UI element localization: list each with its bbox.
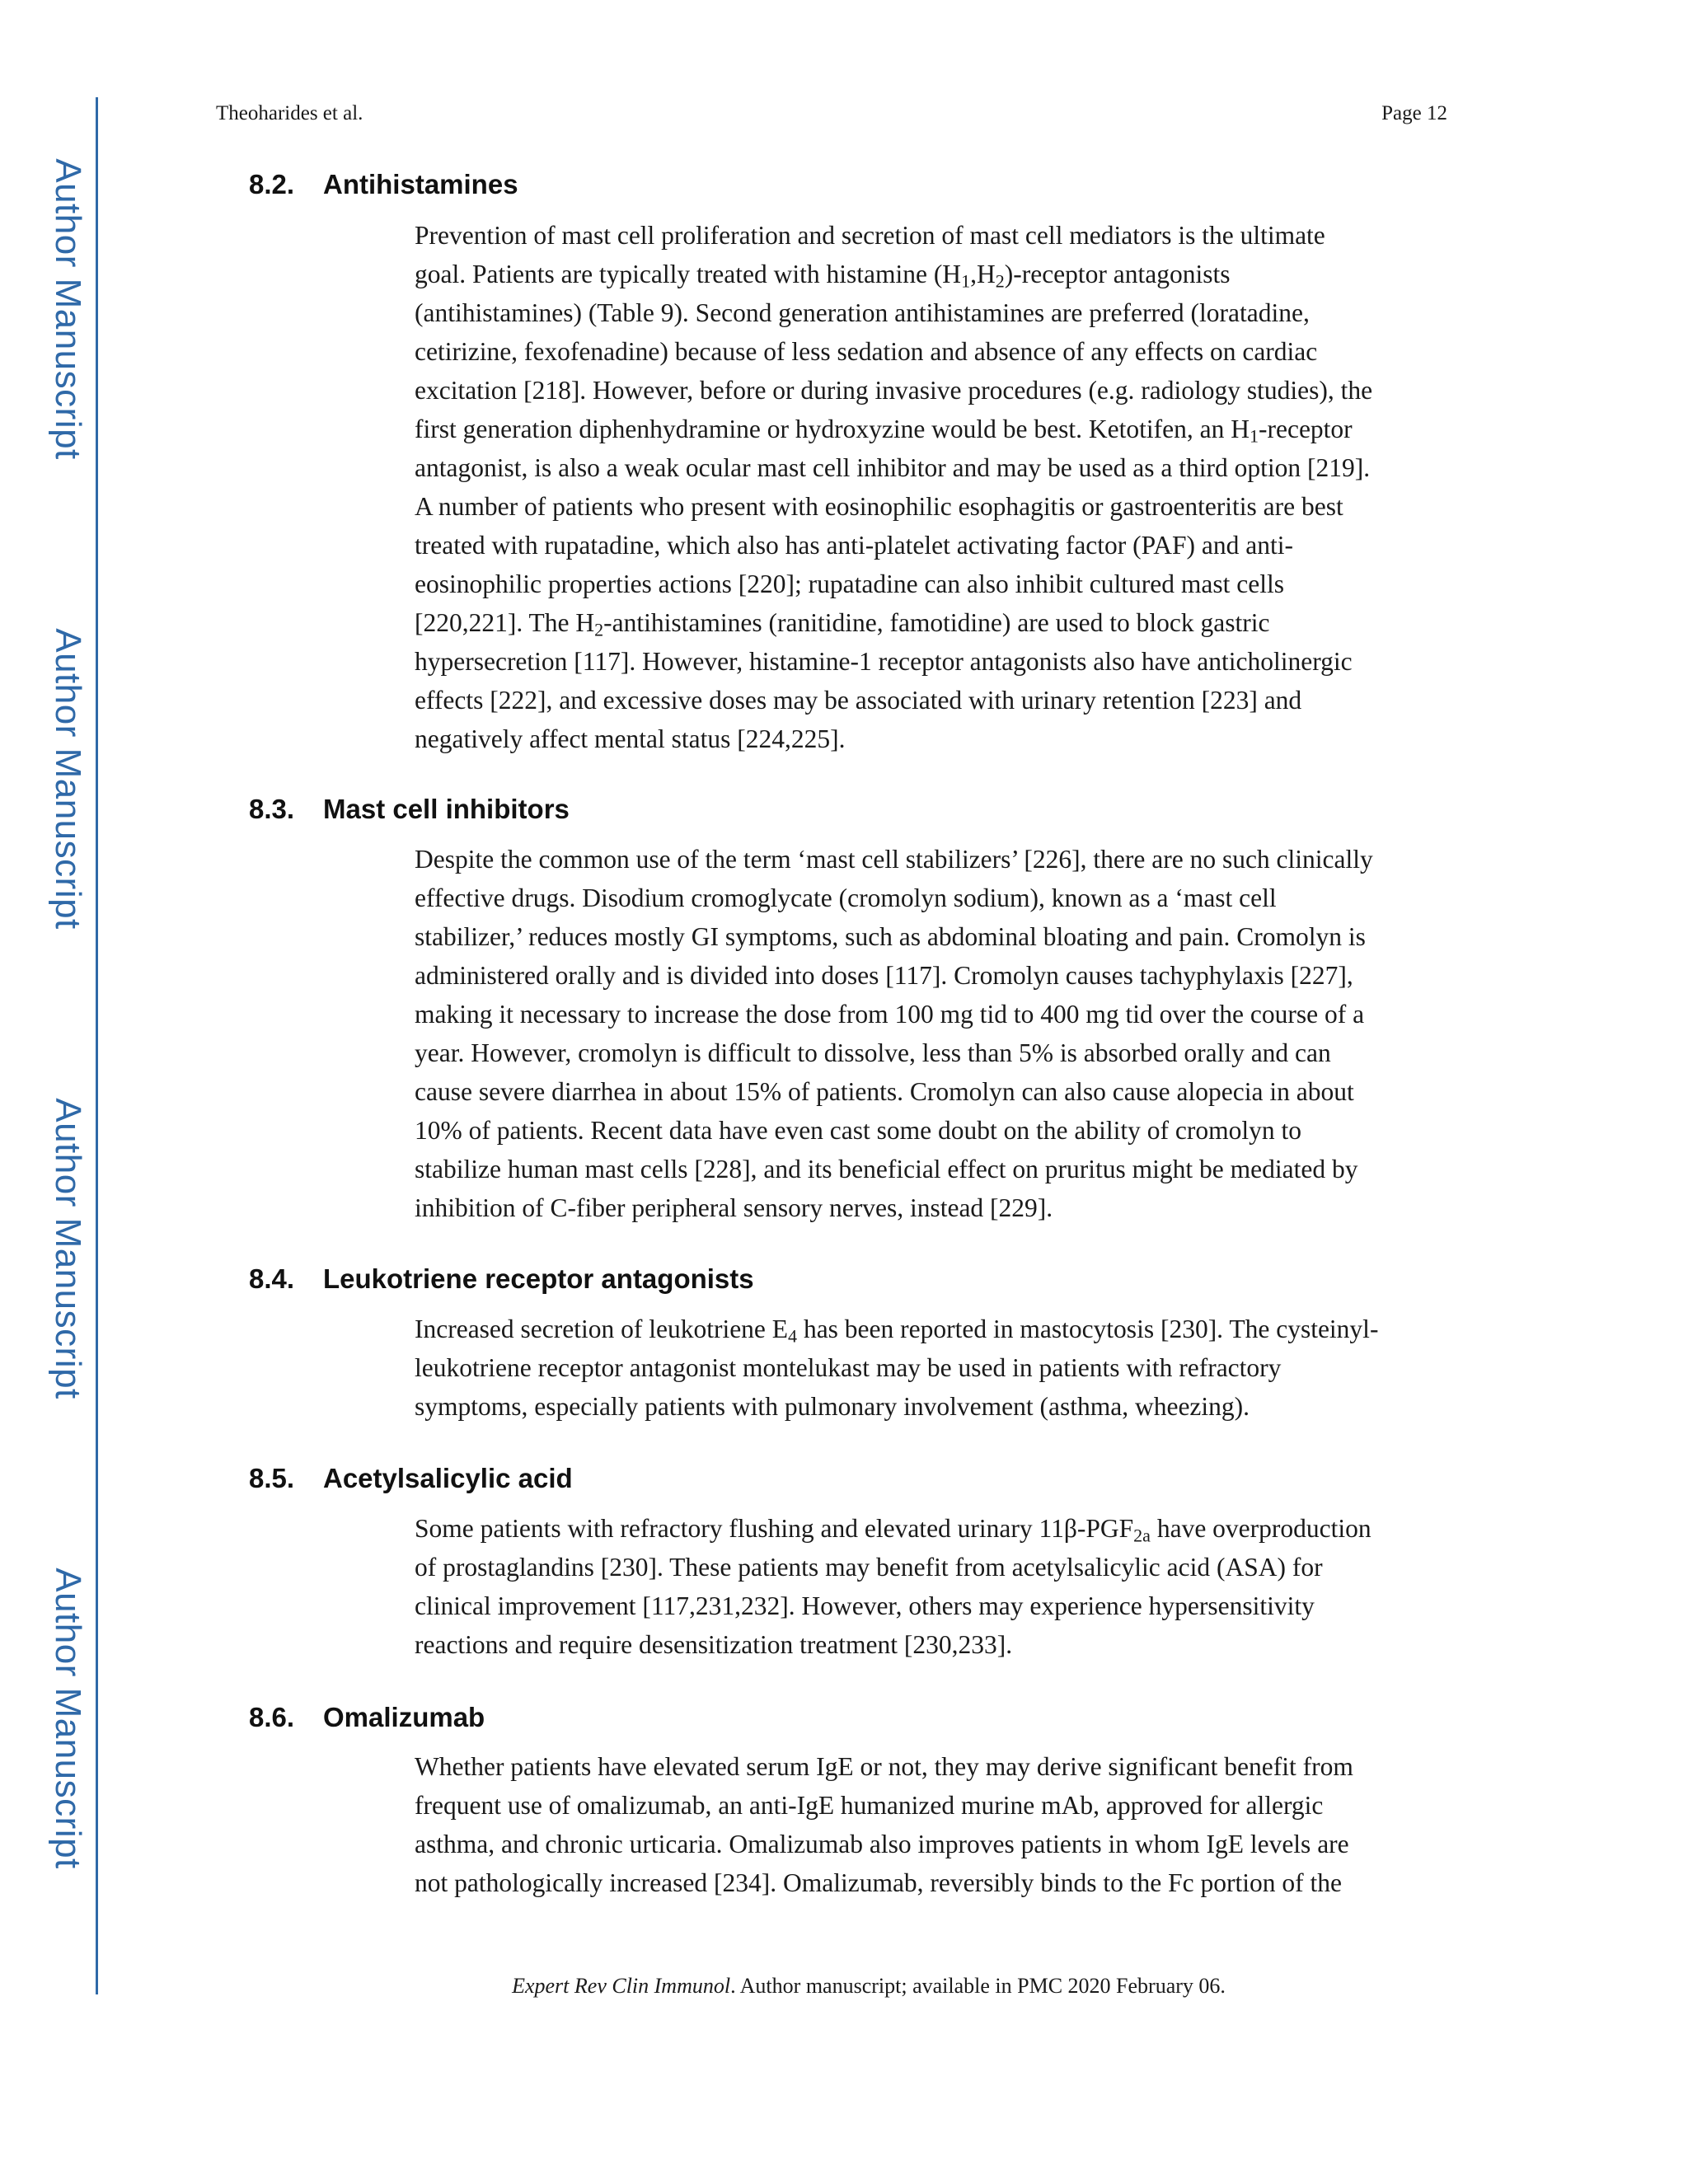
paragraph-line bbox=[415, 1625, 1447, 1664]
paragraph-line bbox=[415, 216, 1447, 255]
paragraph-line bbox=[415, 1348, 1447, 1387]
section-heading bbox=[249, 1702, 485, 1733]
paragraph-line bbox=[415, 1825, 1447, 1863]
footer-note: . Author manuscript; available in PMC 2020 February 06. bbox=[730, 1974, 1226, 1998]
text-run: eosinophilic properties actions [220]; rupatadine can also inhibit cultured mast cells bbox=[415, 569, 1284, 598]
section-paragraph bbox=[415, 1747, 1447, 1902]
paragraph-line bbox=[415, 719, 1447, 758]
paragraph-line bbox=[415, 255, 1447, 293]
paragraph-line bbox=[415, 642, 1447, 681]
text-run: negatively affect mental status [224,225]. bbox=[415, 724, 846, 753]
paragraph-line bbox=[415, 1863, 1447, 1902]
text-run: ,H bbox=[970, 260, 996, 288]
text-run: have overproduction bbox=[1150, 1514, 1372, 1543]
section-number: 8.4. bbox=[249, 1263, 295, 1294]
text-run: goal. Patients are typically treated with histamine (H bbox=[415, 260, 962, 288]
paragraph-line bbox=[415, 917, 1447, 956]
paragraph-line bbox=[415, 1786, 1447, 1825]
section-number: 8.5. bbox=[249, 1463, 295, 1493]
text-run: administered orally and is divided into doses [117]. Cromolyn causes tachyphylaxis [227], bbox=[415, 961, 1353, 990]
text-run: Increased secretion of leukotriene E bbox=[415, 1315, 789, 1343]
text-run: Prevention of mast cell proliferation and secretion of mast cell mediators is the ultimate bbox=[415, 221, 1325, 250]
paragraph-line bbox=[415, 879, 1447, 917]
paragraph-line bbox=[415, 840, 1447, 879]
paragraph-line bbox=[415, 1387, 1447, 1426]
text-run: Whether patients have elevated serum IgE or not, they may derive significant benefit from bbox=[415, 1752, 1353, 1781]
paragraph-line bbox=[415, 1150, 1447, 1188]
paragraph-line bbox=[415, 565, 1447, 603]
paragraph-line bbox=[415, 1188, 1447, 1227]
text-run: 10% of patients. Recent data have even cast some doubt on the ability of cromolyn to bbox=[415, 1116, 1301, 1145]
page-footer bbox=[0, 1974, 1688, 1999]
subscript: 1 bbox=[961, 270, 971, 292]
subscript: 1 bbox=[1249, 425, 1259, 447]
text-run: hypersecretion [117]. However, histamine-1 receptor antagonists also have anticholinergic bbox=[415, 647, 1353, 676]
section-heading bbox=[249, 169, 518, 200]
text-run: )-receptor antagonists bbox=[1004, 260, 1231, 288]
paragraph-line bbox=[415, 526, 1447, 565]
text-run: antagonist, is also a weak ocular mast cell inhibitor and may be used as a third option [219]. bbox=[415, 453, 1371, 482]
text-run: -antihistamines (ranitidine, famotidine) are used to block gastric bbox=[603, 608, 1270, 637]
paragraph-line bbox=[415, 1509, 1447, 1548]
section-title: Omalizumab bbox=[323, 1702, 485, 1732]
text-run: of prostaglandins [230]. These patients may benefit from acetylsalicylic acid (ASA) for bbox=[415, 1553, 1323, 1582]
text-run: reactions and require desensitization treatment [230,233]. bbox=[415, 1630, 1013, 1659]
section-heading bbox=[249, 794, 570, 825]
paragraph-line bbox=[415, 1747, 1447, 1786]
text-run: first generation diphenhydramine or hydroxyzine would be best. Ketotifen, an H bbox=[415, 415, 1250, 443]
text-run: has been reported in mastocytosis [230]. The cysteinyl- bbox=[797, 1315, 1379, 1343]
section-title: Antihistamines bbox=[323, 169, 518, 199]
paragraph-line bbox=[415, 956, 1447, 995]
section-paragraph bbox=[415, 1310, 1447, 1426]
paragraph-line bbox=[415, 603, 1447, 642]
text-run: not pathologically increased [234]. Omalizumab, reversibly binds to the Fc portion of the bbox=[415, 1868, 1342, 1897]
text-run: A number of patients who present with eosinophilic esophagitis or gastroenteritis are best bbox=[415, 492, 1343, 521]
section-number: 8.2. bbox=[249, 169, 295, 199]
text-run: inhibition of C-fiber peripheral sensory nerves, instead [229]. bbox=[415, 1193, 1053, 1222]
subscript: 2 bbox=[594, 619, 604, 640]
side-rail-line bbox=[96, 97, 98, 1994]
text-run: asthma, and chronic urticaria. Omalizumab also improves patients in whom IgE levels are bbox=[415, 1830, 1349, 1858]
paragraph-line bbox=[415, 1033, 1447, 1072]
text-run: leukotriene receptor antagonist montelukast may be used in patients with refractory bbox=[415, 1353, 1282, 1382]
running-head-authors: Theoharides et al. bbox=[216, 102, 363, 124]
section-paragraph bbox=[415, 216, 1447, 758]
section-paragraph bbox=[415, 1509, 1447, 1664]
text-run: stabilize human mast cells [228], and its beneficial effect on pruritus might be mediated by bbox=[415, 1155, 1358, 1183]
paragraph-line bbox=[415, 1548, 1447, 1586]
paragraph-line bbox=[415, 1310, 1447, 1348]
paragraph-line bbox=[415, 371, 1447, 410]
running-head-page-number: Page 12 bbox=[1381, 102, 1447, 124]
text-run: excitation [218]. However, before or during invasive procedures (e.g. radiology studies), the bbox=[415, 376, 1373, 405]
text-run: effects [222], and excessive doses may be associated with urinary retention [223] and bbox=[415, 686, 1302, 715]
text-run: making it necessary to increase the dose from 100 mg tid to 400 mg tid over the course of a bbox=[415, 1000, 1365, 1029]
section-heading bbox=[249, 1463, 573, 1494]
text-run: symptoms, especially patients with pulmonary involvement (asthma, wheezing). bbox=[415, 1392, 1250, 1421]
subscript: 4 bbox=[788, 1325, 798, 1347]
text-run: -receptor bbox=[1259, 415, 1353, 443]
text-run: treated with rupatadine, which also has anti-platelet activating factor (PAF) and anti- bbox=[415, 531, 1293, 560]
text-run: stabilizer,’ reduces mostly GI symptoms, such as abdominal bloating and pain. Cromolyn is bbox=[415, 922, 1366, 951]
paragraph-line bbox=[415, 487, 1447, 526]
paragraph-line bbox=[415, 410, 1447, 448]
text-run: (antihistamines) (Table 9). Second generation antihistamines are preferred (loratadine, bbox=[415, 298, 1310, 327]
text-run: Some patients with refractory flushing and elevated urinary 11β-PGF bbox=[415, 1514, 1134, 1543]
section-heading bbox=[249, 1263, 754, 1295]
paragraph-line bbox=[415, 1586, 1447, 1625]
text-run: Despite the common use of the term ‘mast cell stabilizers’ [226], there are no such clinically bbox=[415, 845, 1373, 874]
paragraph-line bbox=[415, 681, 1447, 719]
paragraph-line bbox=[415, 995, 1447, 1033]
section-title: Acetylsalicylic acid bbox=[323, 1463, 573, 1493]
text-run: [220,221]. The H bbox=[415, 608, 595, 637]
text-run: clinical improvement [117,231,232]. However, others may experience hypersensitivity bbox=[415, 1591, 1315, 1620]
paragraph-line bbox=[415, 448, 1447, 487]
text-run: effective drugs. Disodium cromoglycate (cromolyn sodium), known as a ‘mast cell bbox=[415, 883, 1277, 912]
section-title: Mast cell inhibitors bbox=[323, 794, 570, 824]
section-number: 8.6. bbox=[249, 1702, 295, 1732]
text-run: cetirizine, fexofenadine) because of less sedation and absence of any effects on cardiac bbox=[415, 337, 1318, 366]
footer-journal: Expert Rev Clin Immunol bbox=[512, 1974, 731, 1998]
paragraph-line bbox=[415, 332, 1447, 371]
section-title: Leukotriene receptor antagonists bbox=[323, 1263, 754, 1294]
text-run: year. However, cromolyn is difficult to dissolve, less than 5% is absorbed orally and can bbox=[415, 1038, 1331, 1067]
subscript: 2a bbox=[1133, 1525, 1151, 1546]
paragraph-line bbox=[415, 1072, 1447, 1111]
paragraph-line bbox=[415, 293, 1447, 332]
paragraph-line bbox=[415, 1111, 1447, 1150]
text-run: frequent use of omalizumab, an anti-IgE humanized murine mAb, approved for allergic bbox=[415, 1791, 1324, 1820]
subscript: 2 bbox=[995, 270, 1005, 292]
section-number: 8.3. bbox=[249, 794, 295, 824]
section-paragraph bbox=[415, 840, 1447, 1227]
text-run: cause severe diarrhea in about 15% of patients. Cromolyn can also cause alopecia in about bbox=[415, 1077, 1354, 1106]
